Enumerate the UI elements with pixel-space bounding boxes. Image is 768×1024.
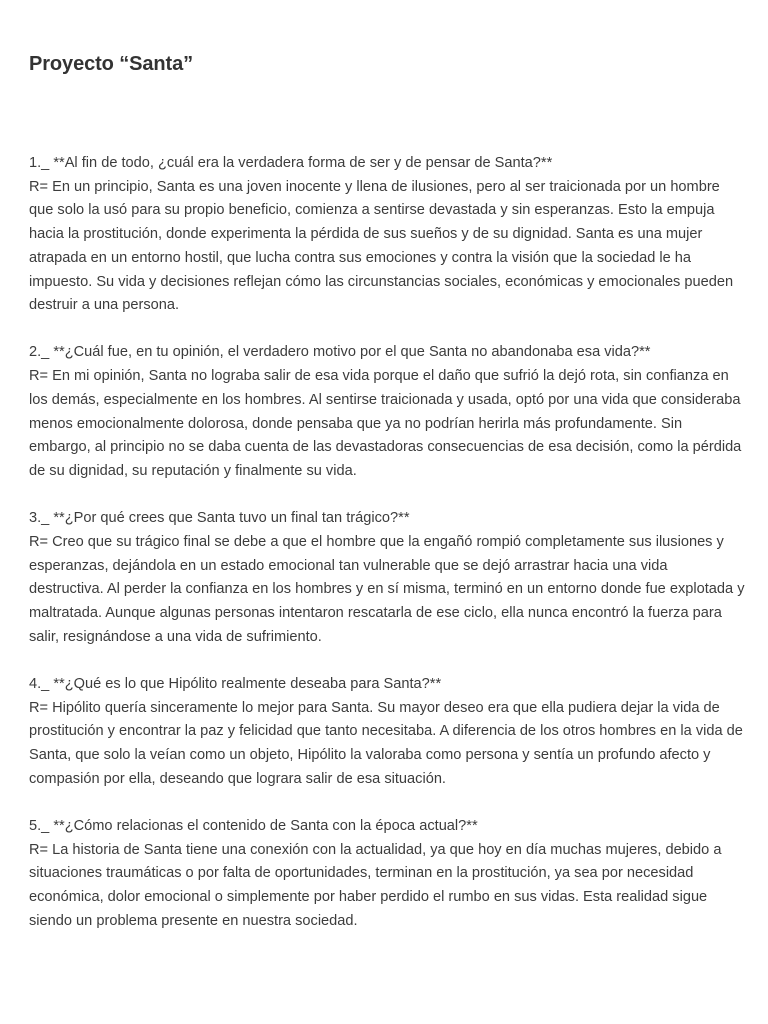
answer-1: R= En un principio, Santa es una joven inocente y llena de ilusiones, pero al ser traicionada por un hombre que solo la usó para su propio beneficio, comienza a sentirse devastada y sin esperanzas. Esto la empuja hacia la prostitución, donde experimenta la pérdida de sus sueños y de su dignidad. Santa es una mujer atrapada en un entorno hostil, que lucha contra sus emociones y contra la visión que la sociedad le ha impuesto. Su vida y decisiones reflejan cómo las circunstancias sociales, económicas y emocionales pueden destruir a una persona. — [29, 178, 734, 314]
question-2: 2._ **¿Cuál fue, en tu opinión, el verdadero motivo por el que Santa no abandonaba esa vida?** — [29, 344, 651, 361]
answer-2: R= En mi opinión, Santa no lograba salir de esa vida porque el daño que sufrió la dejó rota, sin confianza en los demás, especialmente en los hombres. Al sentirse traicionada y usada, optó por una vida que consideraba menos emocionalmente dolorosa, donde pensaba que ya no podrían herirla más profundamente. Sin embargo, al principio no se daba cuenta de las devastadoras consecuencias de esa decisión, como la pérdida de su dignidad, su reputación y finalmente su vida. — [29, 368, 742, 479]
qa-item-3 — [29, 507, 745, 649]
answer-5: R= La historia de Santa tiene una conexión con la actualidad, ya que hoy en día muchas mujeres, debido a situaciones traumáticas o por falta de oportunidades, terminan en la prostitución, ya sea por necesidad económica, dolor emocional o simplemente por haber perdido el rumbo en sus vidas. Esta realidad sigue siendo un problema presente en nuestra sociedad. — [29, 841, 722, 929]
qa-item-4 — [29, 673, 745, 792]
answer-4: R= Hipólito quería sinceramente lo mejor para Santa. Su mayor deseo era que ella pudiera dejar la vida de prostitución y encontrar la paz y felicidad que tanto necesitaba. A diferencia de los otros hombres en la vida de Santa, que solo la veían como un objeto, Hipólito la valoraba como persona y sentía un profundo afecto y compasión por ella, deseando que lograra salir de esa situación. — [29, 699, 743, 787]
qa-item-1 — [29, 152, 745, 318]
question-5: 5._ **¿Cómo relacionas el contenido de Santa con la época actual?** — [29, 817, 478, 834]
qa-item-2 — [29, 341, 745, 483]
qa-list — [29, 152, 745, 957]
answer-3: R= Creo que su trágico final se debe a que el hombre que la engañó rompió completamente sus ilusiones y esperanzas, dejándola en un estado emocional tan vulnerable que se dejó arrastrar hacia una vida destructiva. Al perder la confianza en los hombres y en sí misma, terminó en un entorno donde fue explotada y maltratada. Aunque algunas personas intentaron rescatarla de ese ciclo, ella nunca encontró la fuerza para salir, resignándose a una vida de sufrimiento. — [29, 533, 745, 645]
question-3: 3._ **¿Por qué crees que Santa tuvo un final tan trágico?** — [29, 510, 410, 527]
question-4: 4._ **¿Qué es lo que Hipólito realmente deseaba para Santa?** — [29, 675, 442, 692]
qa-item-5 — [29, 815, 745, 934]
page-title: Proyecto “Santa” — [29, 53, 194, 75]
question-1: 1._ **Al fin de todo, ¿cuál era la verdadera forma de ser y de pensar de Santa?** — [29, 155, 553, 171]
